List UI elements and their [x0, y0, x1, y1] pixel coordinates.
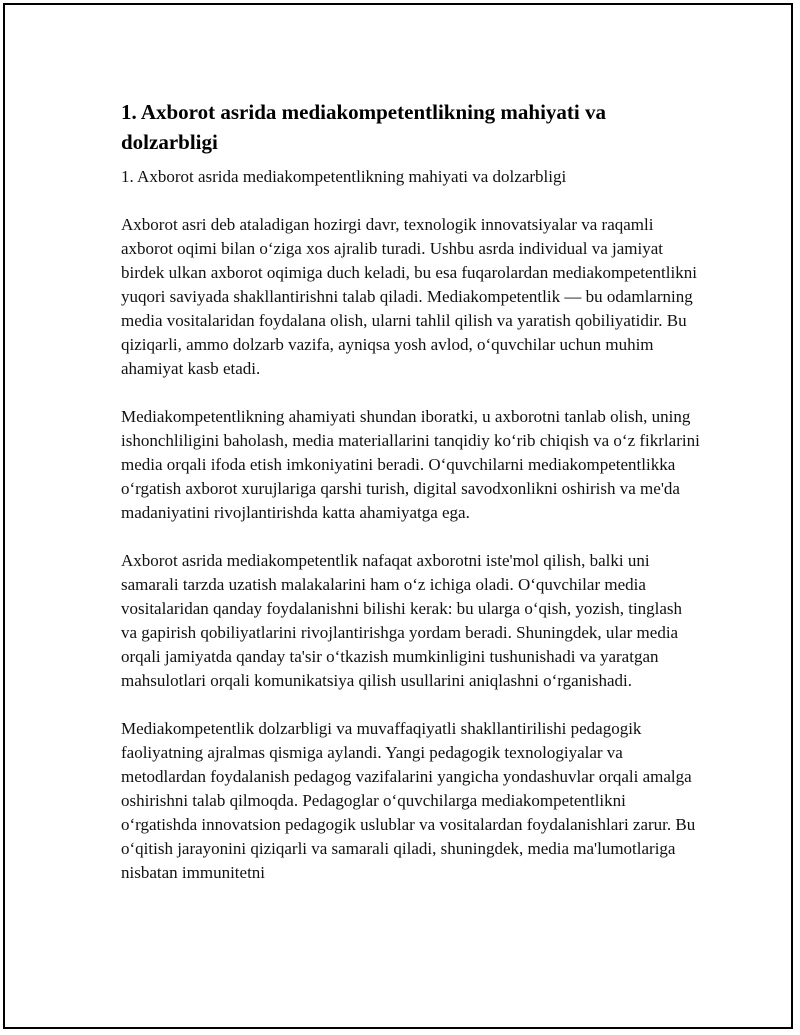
page-frame: [3, 3, 793, 1029]
section-subtitle: 1. Axborot asrida mediakompetentlikning mahiyati va dolzarbligi: [121, 167, 567, 186]
paragraph-3: Axborot asrida mediakompetentlik nafaqat axborotni iste'mol qilish, balki uni samarali tarzda uzatish malakalarini ham o‘z ichiga oladi. O‘quvchilar media vositalaridan qanday foydalanishni bilishi kerak: bu ularga o‘qish, yozish, tinglash va gapirish qobiliyatlarini rivojlantirishga yordam beradi. Shuningdek, ular media orqali jamiyatda qanday ta'sir o‘tkazish mumkinligini tushunishadi va yaratgan mahsulotlari orqali komunikatsiya qilish usullarini aniqlashni o‘rganishadi.: [121, 551, 683, 690]
paragraph-4: Mediakompetentlik dolzarbligi va muvaffaqiyatli shakllantirilishi pedagogik faoliyatning ajralmas qismiga aylandi. Yangi pedagogik texnologiyalar va metodlardan foydalanish pedagog vazifalarini yangicha yondashuvlar orqali amalga oshirishni talab qilmoqda. Pedagoglar o‘quvchilarga mediakompetentlikni o‘rgatishda innovatsion pedagogik uslublar va vositalardan foydalanishlari zarur. Bu o‘qitish jarayonini qiziqarli va samarali qiladi, shuningdek, media ma'lumotlariga nisbatan immunitetni: [121, 719, 696, 882]
paragraph-2: Mediakompetentlikning ahamiyati shundan iboratki, u axborotni tanlab olish, uning ishonchliligini baholash, media materiallarini tanqidiy ko‘rib chiqish va o‘z fikrlarini media orqali ifoda etish imkoniyatini beradi. O‘quvchilarni mediakompetentlikka o‘rgatish axborot xurujlariga qarshi turish, digital savodxonlikni oshirish va me'da madaniyatini rivojlantirishda katta ahamiyatga ega.: [121, 407, 700, 522]
section-heading: 1. Axborot asrida mediakompetentlikning mahiyati va dolzarbligi: [121, 100, 606, 154]
paragraph-1: Axborot asri deb ataladigan hozirgi davr, texnologik innovatsiyalar va raqamli axborot oqimi bilan o‘ziga xos ajralib turadi. Ushbu asrda individual va jamiyat birdek ulkan axborot oqimiga duch keladi, bu esa fuqarolardan mediakompetentlikni yuqori saviyada shakllantirishni talab qiladi. Mediakompetentlik — bu odamlarning media vositalaridan foydalana olish, ularni tahlil qilish va yaratish qobiliyatidir. Bu qiziqarli, ammo dolzarb vazifa, ayniqsa yosh avlod, o‘quvchilar uchun muhim ahamiyat kasb etadi.: [121, 215, 697, 378]
document-body: [121, 97, 701, 909]
